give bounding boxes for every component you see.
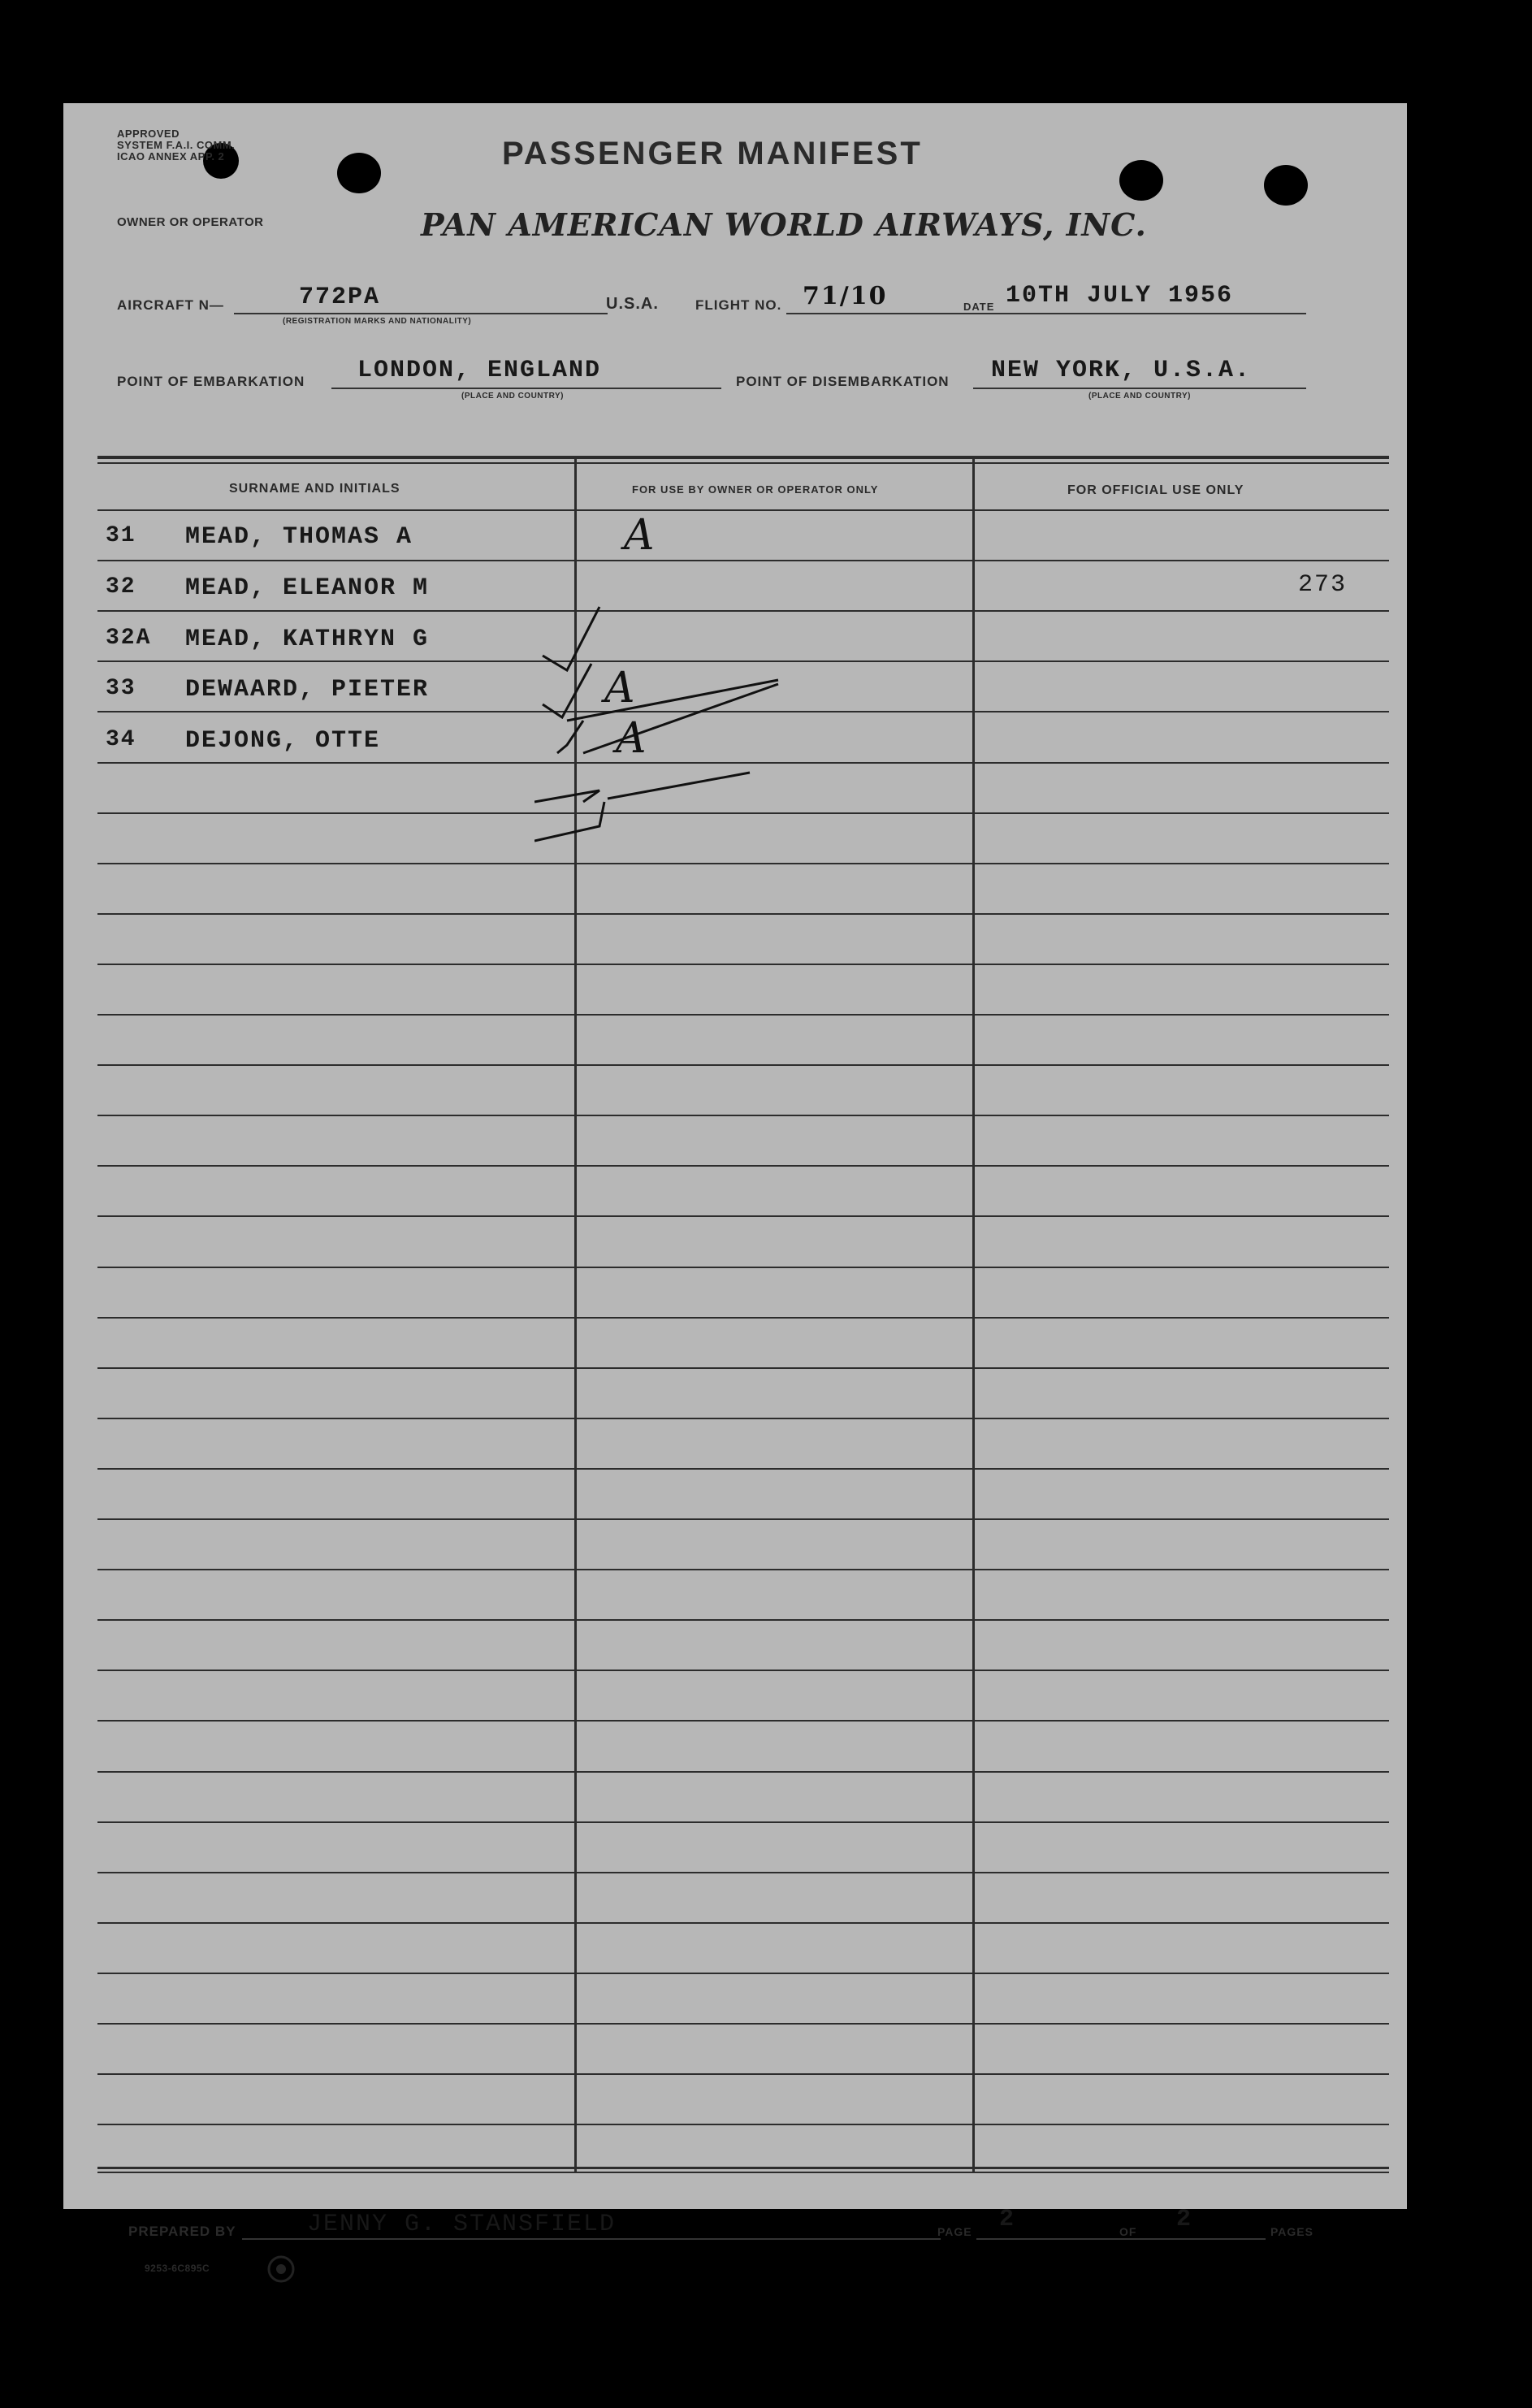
row-line <box>97 1115 1389 1116</box>
total-pages: 2 <box>1176 2206 1193 2233</box>
passenger-number: 32A <box>106 626 152 651</box>
passenger-mark: A <box>604 664 635 712</box>
check-mark <box>534 802 604 841</box>
check-mark <box>543 664 778 721</box>
carrier-name: PAN AMERICAN WORLD AIRWAYS, INC. <box>421 206 1147 243</box>
pages-label: PAGES <box>1270 2225 1313 2238</box>
row-line <box>97 1165 1389 1167</box>
row-line <box>97 1317 1389 1319</box>
prepared-by-value: JENNY G. STANSFIELD <box>307 2211 617 2238</box>
page-title: PASSENGER MANIFEST <box>502 136 923 171</box>
row-line <box>97 1821 1389 1823</box>
embarkation-sublabel: (PLACE AND COUNTRY) <box>461 392 564 401</box>
column-header-operator: FOR USE BY OWNER OR OPERATOR ONLY <box>632 483 879 496</box>
aircraft-label: AIRCRAFT N— <box>117 297 224 313</box>
date-label: DATE <box>963 301 995 313</box>
passenger-name: MEAD, ELEANOR M <box>185 574 430 602</box>
row-line <box>97 509 1389 511</box>
row-line <box>97 913 1389 915</box>
usa-label: U.S.A. <box>606 295 659 313</box>
row-line <box>97 1872 1389 1873</box>
approval-line: APPROVED <box>117 128 180 140</box>
passenger-name: MEAD, KATHRYN G <box>185 626 430 653</box>
row-line <box>97 1215 1389 1217</box>
passenger-number: 33 <box>106 676 136 701</box>
row-line <box>97 1973 1389 1974</box>
page-label: PAGE <box>937 2225 972 2238</box>
check-mark <box>543 607 599 670</box>
row-line <box>97 2124 1389 2125</box>
check-mark <box>534 773 750 802</box>
row-line <box>97 1064 1389 1066</box>
check-mark <box>557 684 778 753</box>
passenger-number: 31 <box>106 523 136 548</box>
passenger-mark: A <box>616 714 647 763</box>
passenger-number: 32 <box>106 574 136 600</box>
row-line <box>97 1670 1389 1671</box>
disembarkation-value: NEW YORK, U.S.A. <box>991 357 1252 384</box>
row-line <box>97 964 1389 965</box>
row-line <box>97 1619 1389 1621</box>
embarkation-label: POINT OF EMBARKATION <box>117 374 305 389</box>
punch-hole <box>1119 160 1163 201</box>
passenger-mark: A <box>624 511 655 560</box>
aircraft-sublabel: (REGISTRATION MARKS AND NATIONALITY) <box>283 317 472 326</box>
flight-label: FLIGHT NO. <box>695 297 782 313</box>
row-line <box>97 2023 1389 2025</box>
row-line <box>97 1771 1389 1773</box>
passenger-name: DEWAARD, PIETER <box>185 676 430 704</box>
row-line <box>97 1922 1389 1924</box>
punch-hole <box>1264 165 1308 206</box>
form-code: 9253-6C895C <box>145 2263 210 2274</box>
row-line <box>97 1418 1389 1419</box>
row-line <box>97 1367 1389 1369</box>
row-line <box>97 1468 1389 1470</box>
row-line <box>97 1014 1389 1016</box>
row-line <box>97 1569 1389 1570</box>
page-number: 2 <box>999 2206 1016 2233</box>
flight-value: 71/10 <box>803 282 888 310</box>
row-line <box>97 2073 1389 2075</box>
approval-line: ICAO ANNEX APP. 2 <box>117 150 225 162</box>
row-line <box>97 1518 1389 1520</box>
prepared-by-label: PREPARED BY <box>128 2224 236 2239</box>
aircraft-value: 772PA <box>299 284 381 311</box>
approval-line: SYSTEM F.A.I. COMM. <box>117 139 236 151</box>
passenger-number: 34 <box>106 727 136 752</box>
passenger-name: DEJONG, OTTE <box>185 727 381 755</box>
punch-hole <box>337 153 381 193</box>
official-note: 273 <box>1298 571 1348 599</box>
manifest-sheet <box>63 103 1407 2274</box>
disembarkation-label: POINT OF DISEMBARKATION <box>736 374 950 389</box>
disembarkation-sublabel: (PLACE AND COUNTRY) <box>1088 392 1191 401</box>
passenger-name: MEAD, THOMAS A <box>185 523 413 551</box>
union-label-icon <box>266 2254 296 2284</box>
check-marks <box>534 558 811 867</box>
column-header-official: FOR OFFICIAL USE ONLY <box>1067 483 1244 497</box>
date-value: 10TH JULY 1956 <box>1006 282 1234 310</box>
of-label: OF <box>1119 2225 1137 2238</box>
column-header-name: SURNAME AND INITIALS <box>229 482 400 496</box>
row-line <box>97 1720 1389 1722</box>
row-line <box>97 1267 1389 1268</box>
owner-label: OWNER OR OPERATOR <box>117 215 264 229</box>
embarkation-value: LONDON, ENGLAND <box>357 357 602 384</box>
